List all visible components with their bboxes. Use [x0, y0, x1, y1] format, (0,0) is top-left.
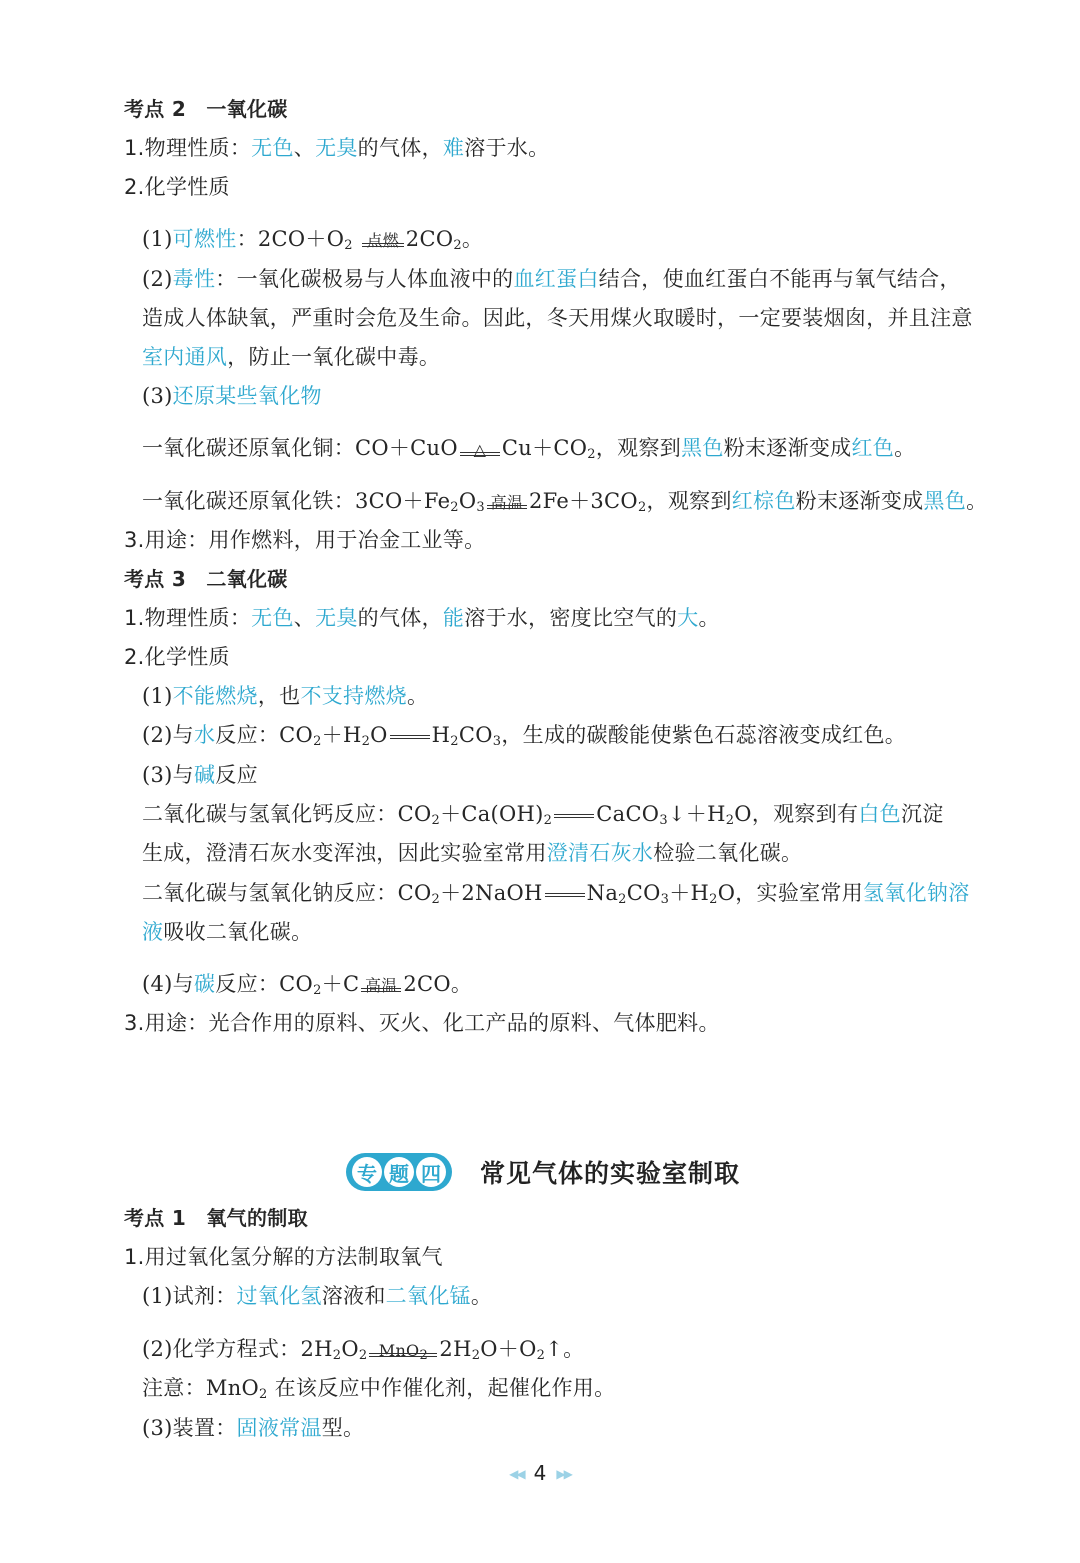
topic-banner	[346, 1152, 740, 1192]
oxygen-apparatus: (3)装置：固液常温型。	[142, 1416, 365, 1440]
co-toxicity-line1: (2)毒性：一氧化碳极易与人体血液中的血红蛋白结合，使血红蛋白不能再与氧气结合，	[142, 267, 961, 291]
oxygen-catalyst-note: 注意：MnO$_2$ 在该反应中作催化剂，起催化作用。	[142, 1376, 616, 1402]
co2-caoh2-line2: 生成，澄清石灰水变浑浊，因此实验室常用澄清石灰水检验二氧化碳。	[142, 841, 803, 865]
prev-page-icon: ◀◀	[509, 1467, 524, 1481]
co2-carbon-reaction: (4)与碳反应：$CO_2+C$ 高温 2CO。	[142, 972, 473, 998]
topic-badge	[346, 1153, 452, 1191]
co-toxicity-line3: 室内通风，防止一氧化碳中毒。	[142, 345, 441, 369]
co-reduction-heading: (3)还原某些氧化物	[142, 384, 322, 408]
section-heading-oxygen: 考点 1 氧气的制取	[124, 1206, 308, 1230]
page-number	[0, 1461, 1080, 1485]
co2-physical-properties: 1.物理性质：无色、无臭的气体，能溶于水，密度比空气的大。	[124, 606, 720, 630]
co2-base-reaction-heading: (3)与碱反应	[142, 763, 258, 787]
section-heading-co: 考点 2 一氧化碳	[124, 97, 288, 121]
topic-title: 常见气体的实验室制取	[480, 1159, 741, 1188]
co-physical-properties: 1.物理性质：无色、无臭的气体，难溶于水。	[124, 136, 550, 160]
co2-no-combustion: (1)不能燃烧，也不支持燃烧。	[142, 684, 429, 708]
co-chemical-heading: 2.化学性质	[124, 175, 230, 199]
co-uses: 3.用途：用作燃料，用于冶金工业等。	[124, 528, 486, 552]
co-reduce-cuo: 一氧化碳还原氧化铜：CO＋CuO △ $Cu+CO_2$，观察到黑色粉末逐渐变成红色。	[142, 436, 916, 462]
topic-badge-char: 题	[384, 1157, 414, 1187]
section-heading-co2: 考点 3 二氧化碳	[124, 567, 288, 591]
co2-naoh-line1: 二氧化碳与氢氧化钠反应：$CO_2+2NaOH$ $Na_2CO_3+H_2O$，实验室常用氢氧化钠溶	[142, 881, 970, 907]
co2-chemical-heading: 2.化学性质	[124, 645, 230, 669]
co2-caoh2-line1: 二氧化碳与氢氧化钙反应：$CO_2+Ca(OH)_2$ $CaCO_3↓+H_2O$，观察到有白色沉淀	[142, 802, 944, 828]
next-page-icon: ▶▶	[556, 1467, 571, 1481]
co2-uses: 3.用途：光合作用的原料、灭火、化工产品的原料、气体肥料。	[124, 1011, 720, 1035]
topic-badge-char: 四	[416, 1157, 446, 1187]
topic-badge-char: 专	[352, 1157, 382, 1187]
oxygen-method-heading: 1.用过氧化氢分解的方法制取氧气	[124, 1245, 443, 1269]
co-toxicity-line2: 造成人体缺氧，严重时会危及生命。因此，冬天用煤火取暖时，一定要装烟囱，并且注意	[142, 306, 973, 330]
co2-water-reaction: (2)与水反应：$CO_2+H_2O$ $H_2CO_3$，生成的碳酸能使紫色石蕊溶液变成红色。	[142, 723, 907, 749]
co-reduce-fe2o3: 一氧化碳还原氧化铁：$3CO+Fe_2O_3$ 高温 $2Fe+3CO_2$，观察到红棕色粉末逐渐变成黑色。	[142, 489, 988, 515]
co-combustibility: (1)可燃性：$2CO+O_2$ 点燃 $2CO_2$。	[142, 227, 484, 253]
oxygen-reagents: (1)试剂：过氧化氢溶液和二氧化锰。	[142, 1284, 493, 1308]
co2-naoh-line2: 液吸收二氧化碳。	[142, 920, 313, 944]
oxygen-equation: (2)化学方程式：$2H_2O_2$ MnO$_2$ $2H_2O+O_2↑$。	[142, 1337, 585, 1363]
page-number-value: 4	[533, 1461, 547, 1485]
